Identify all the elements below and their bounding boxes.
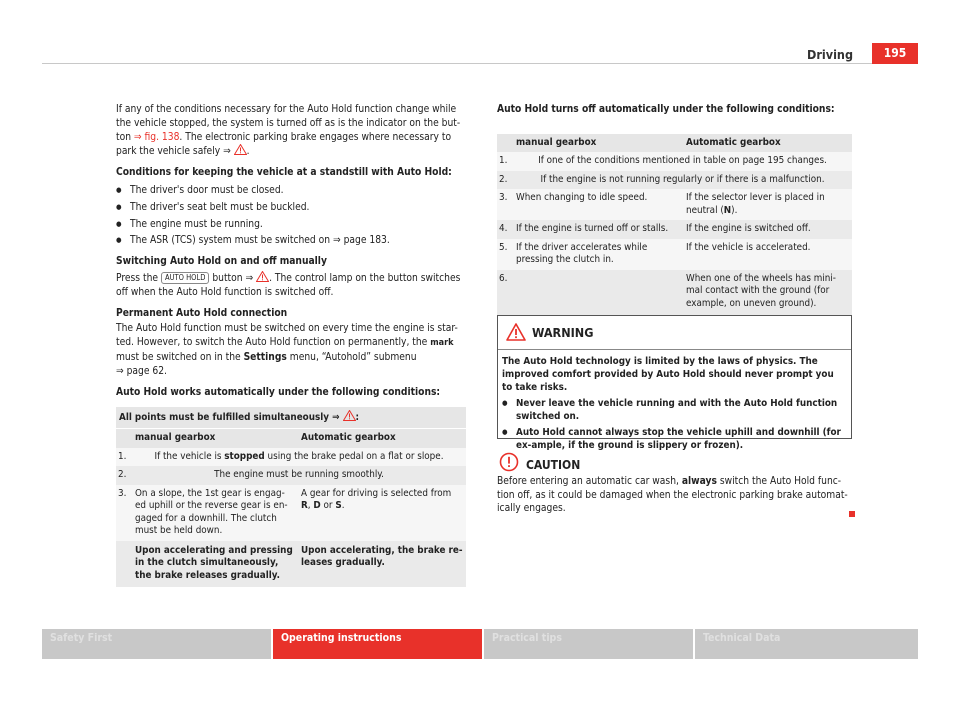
col-manual: manual gearbox <box>132 429 298 448</box>
warning-triangle-icon <box>506 323 526 341</box>
caution-body: Before entering an automatic car wash, always switch the Auto Hold func-tion off, as it could be damaged when the electronic parking brake automat-ically engages. <box>497 475 853 516</box>
right-column <box>497 103 852 315</box>
conditions-heading: Conditions for keeping the vehicle at a standstill with Auto Hold: <box>116 167 452 179</box>
bullet-item: ● The driver's door must be closed. <box>116 184 466 198</box>
end-marker <box>849 511 855 517</box>
table1-title: All points must be fulfilled simultaneously ⇒ : <box>116 407 466 428</box>
warning-box <box>497 315 852 451</box>
footer-nav <box>42 629 918 659</box>
turns-off-heading: Auto Hold turns off automatically under the following conditions: <box>497 104 835 115</box>
table-row: 5. If the driver accelerates while pressing the clutch in. If the vehicle is accelerated. <box>497 239 852 270</box>
table-row: 6. When one of the wheels has mini-mal contact with the ground (for example, on uneven ground). <box>497 270 852 316</box>
warning-title: WARNING <box>532 325 594 340</box>
caution-icon <box>499 452 519 472</box>
table-row: 4. If the engine is turned off or stalls. If the engine is switched off. <box>497 220 852 239</box>
fig-link[interactable]: ⇒ fig. 138 <box>133 131 180 143</box>
section-title: Driving <box>807 47 853 62</box>
permanent-paragraph: The Auto Hold function must be switched on every time the engine is star-ted. However, to switch the Auto Hold function on permanently, the mark must be switched on in the Settings menu, “Autohold” submenu ⇒ page 62. <box>116 323 458 377</box>
warning-intro: The Auto Hold technology is limited by the laws of physics. The improved comfort provided by Auto Hold should never prompt you to take risks. <box>502 356 834 393</box>
warning-bullet: ● Never leave the vehicle running and with the Auto Hold function switched on. <box>502 397 847 423</box>
col-manual: manual gearbox <box>513 134 683 153</box>
page-number: 195 <box>872 43 918 64</box>
footer-tab-safety-first[interactable]: Safety First <box>42 629 271 659</box>
warning-triangle-icon[interactable] <box>234 144 247 155</box>
left-column <box>116 103 466 587</box>
table-row: 2. The engine must be running smoothly. <box>116 466 466 485</box>
auto-hold-conditions-table <box>116 428 466 587</box>
table-row: Upon accelerating and pressing in the clutch simultaneously, the brake releases gradually. Upon accelerating, the brake re-leases gradually. <box>116 541 466 588</box>
footer-tab-practical-tips[interactable]: Practical tips <box>484 629 693 659</box>
col-automatic: Automatic gearbox <box>298 429 466 448</box>
switching-paragraph: Press the AUTO HOLD button ⇒ . The control lamp on the button switches off when the Auto Hold function is switched off. <box>116 272 461 298</box>
warning-bullet: ● Auto Hold cannot always stop the vehicle uphill and downhill (for ex-ample, if the ground is slippery or frozen). <box>502 426 847 452</box>
bullet-item: ● The driver's seat belt must be buckled. <box>116 201 466 215</box>
footer-tab-technical-data[interactable]: Technical Data <box>695 629 918 659</box>
warning-body <box>498 350 851 460</box>
warning-triangle-icon[interactable] <box>256 271 269 282</box>
warning-triangle-icon[interactable] <box>343 410 356 421</box>
warning-title-row <box>498 316 851 350</box>
table-row: 2. If the engine is not running regularly or if there is a malfunction. <box>497 171 852 190</box>
table-row: 3. On a slope, the 1st gear is engag-ed uphill or the reverse gear is en-gaged for a downhill. The clutch must be held down. A gear for driving is selected from R, D or S. <box>116 485 466 541</box>
footer-tab-operating-instructions[interactable]: Operating instructions <box>273 629 482 659</box>
table-row: 3. When changing to idle speed. If the selector lever is placed in neutral (N). <box>497 189 852 220</box>
auto-hold-key: AUTO HOLD <box>161 272 209 284</box>
table-row: 1. If the vehicle is stopped using the brake pedal on a flat or slope. <box>116 448 466 467</box>
works-heading: Auto Hold works automatically under the following conditions: <box>116 386 441 398</box>
table-row: 1. If one of the conditions mentioned in table on page 195 changes. <box>497 152 852 171</box>
intro-paragraph: If any of the conditions necessary for the Auto Hold function change while the vehicle stopped, the system is turned off as is the indicator on the but-ton ⇒ fig. 138. The electronic parking brake engages where necessary to park the vehicle safely ⇒ . <box>116 104 461 158</box>
header-rule <box>42 63 918 64</box>
switching-heading: Switching Auto Hold on and off manually <box>116 256 327 268</box>
permanent-heading: Permanent Auto Hold connection <box>116 307 288 319</box>
col-automatic: Automatic gearbox <box>683 134 852 153</box>
auto-hold-off-table <box>497 134 852 316</box>
bullet-item: ● The engine must be running. <box>116 218 466 232</box>
bullet-item: ● The ASR (TCS) system must be switched on ⇒ page 183. <box>116 234 466 248</box>
caution-title: CAUTION <box>526 458 581 472</box>
